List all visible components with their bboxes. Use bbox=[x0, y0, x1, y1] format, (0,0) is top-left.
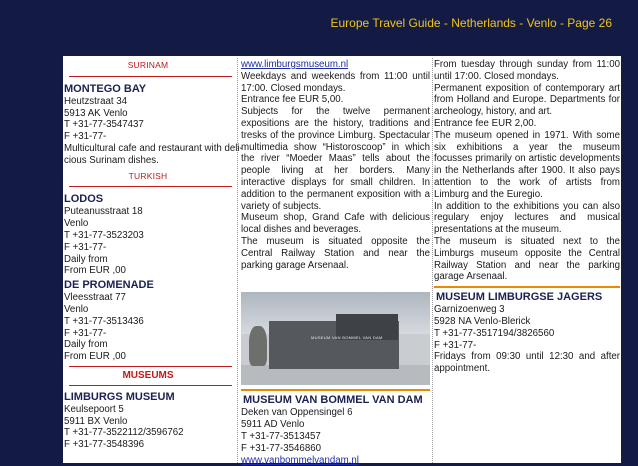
museum-hours: From tuesday through sunday from 11:00 until 17:00. Closed mondays. bbox=[434, 59, 620, 82]
listing-city: 5913 AK Venlo bbox=[64, 107, 128, 119]
listing-fax: F +31-77- bbox=[64, 131, 107, 143]
category-turkish: TURKISH bbox=[128, 170, 168, 181]
listing-city: 5911 AD Venlo bbox=[241, 419, 305, 431]
museum-fee: Entrance fee EUR 2,00. bbox=[434, 117, 537, 129]
listing-phone: T +31-77-3517194/3826560 bbox=[434, 327, 555, 339]
listing-hours: Daily from bbox=[64, 253, 108, 265]
listing-name: LIMBURGS MUSEUM bbox=[64, 390, 175, 403]
category-divider bbox=[69, 76, 232, 77]
listing-city: 5911 BX Venlo bbox=[64, 415, 128, 427]
listing-phone: T +31-77-3523203 bbox=[64, 229, 144, 241]
listing-phone: T +31-77-3522112/3596762 bbox=[64, 427, 184, 439]
museum-location: The museum is situated next to the Limburgs museum opposite the Central Railway Station and near the parking garage Arsenaal. bbox=[434, 235, 620, 283]
section-rule bbox=[241, 389, 430, 391]
listing-city: Venlo bbox=[64, 303, 89, 315]
listing-address: Garnizoenweg 3 bbox=[434, 304, 505, 316]
listing-address: Deken van Oppensingel 6 bbox=[241, 407, 353, 419]
column-left bbox=[64, 56, 243, 463]
column-middle bbox=[241, 56, 430, 466]
section-rule bbox=[434, 286, 620, 288]
museum-hours: Weekdays and weekends from 11:00 until 17:00. Closed mondays. bbox=[241, 70, 430, 94]
photo-tree bbox=[249, 326, 267, 366]
listing-phone: T +31-77-3547437 bbox=[64, 119, 144, 131]
museum-facilities: Museum shop, Grand Cafe with delicious local dishes and beverages. bbox=[241, 212, 430, 236]
museum-description: Subjects for the twelve permanent expositions are the history, traditions and tresks of the province Limburg. Spectacular multimedia show “Historoscoop” in which the river “Moeder Maas” tells about the people living at her borders. Many interactive displays for small children. In addition to the permanent exposition with a variety of subjects. bbox=[241, 106, 430, 212]
category-divider bbox=[69, 385, 232, 386]
category-surinam: SURINAM bbox=[127, 60, 169, 70]
listing-name: LODOS bbox=[64, 193, 104, 206]
listing-address: Heutzstraat 34 bbox=[64, 95, 128, 107]
listing-city: Venlo bbox=[64, 218, 89, 230]
category-divider bbox=[69, 186, 232, 187]
museum-history: The museum opened in 1971. With some six exhibitions a year the museum focusses primarily on artistic developments in the Netherlands after 1900. It also pays attention to the work of artists from Limburg and the Euregio. bbox=[434, 129, 620, 200]
museum-website-link[interactable]: www.limburgsmuseum.nl bbox=[241, 59, 349, 70]
category-divider bbox=[69, 366, 232, 367]
listing-phone: T +31-77-3513436 bbox=[64, 315, 144, 327]
page-content bbox=[63, 56, 621, 466]
listing-hours: Daily from bbox=[64, 339, 108, 351]
listing-name: DE PROMENADE bbox=[64, 279, 154, 292]
column-right bbox=[434, 56, 620, 463]
museum-events: In addition to the exhibitions you can also regulary enjoy lectures and musical presentations at the museum. bbox=[434, 200, 620, 236]
listing-name: MONTEGO BAY bbox=[64, 82, 147, 95]
listing-fax: F +31-77-3546860 bbox=[241, 442, 321, 454]
listing-price: From EUR ,00 bbox=[64, 265, 126, 277]
listing-website-link[interactable]: www.vanbommelvandam.nl bbox=[241, 454, 359, 466]
listing-address: Puteanusstraat 18 bbox=[64, 206, 143, 218]
listing-fax: F +31-77- bbox=[64, 241, 107, 253]
category-museums: MUSEUMS bbox=[122, 369, 174, 381]
museum-location: The museum is situated opposite the Central Railway Station and near the parking garage Arsenaal. bbox=[241, 235, 430, 271]
column-divider bbox=[237, 58, 239, 463]
listing-hours: Fridays from 09:30 until 12:30 and after appointment. bbox=[434, 351, 620, 375]
listing-name: MUSEUM VAN BOMMEL VAN DAM bbox=[243, 394, 423, 407]
listing-address: Keulsepoort 5 bbox=[64, 403, 124, 415]
museum-exposition: Permanent exposition of contemporary art from Holland and Europe. Departments for archeology, history, and art. bbox=[434, 82, 620, 118]
listing-fax: F +31-77-3548396 bbox=[64, 439, 144, 451]
museum-photo bbox=[241, 292, 430, 385]
listing-name: MUSEUM LIMBURGSE JAGERS bbox=[436, 291, 603, 304]
listing-description: Multicultural cafe and restaurant with deli- bbox=[64, 142, 243, 154]
listing-description: cious Surinam dishes. bbox=[64, 154, 159, 166]
listing-phone: T +31-77-3513457 bbox=[241, 430, 321, 442]
listing-address: Vleesstraat 77 bbox=[64, 292, 126, 304]
listing-price: From EUR ,00 bbox=[64, 351, 126, 363]
listing-fax: F +31-77- bbox=[64, 327, 107, 339]
page-header-title: Europe Travel Guide - Netherlands - Venlo - Page 26 bbox=[330, 16, 612, 30]
museum-fee: Entrance fee EUR 5,00. bbox=[241, 94, 344, 106]
listing-fax: F +31-77- bbox=[434, 339, 477, 351]
photo-building-sign: MUSEUM VAN BOMMEL VAN DAM bbox=[311, 335, 383, 341]
listing-city: 5928 NA Venlo-Blerick bbox=[434, 315, 531, 327]
